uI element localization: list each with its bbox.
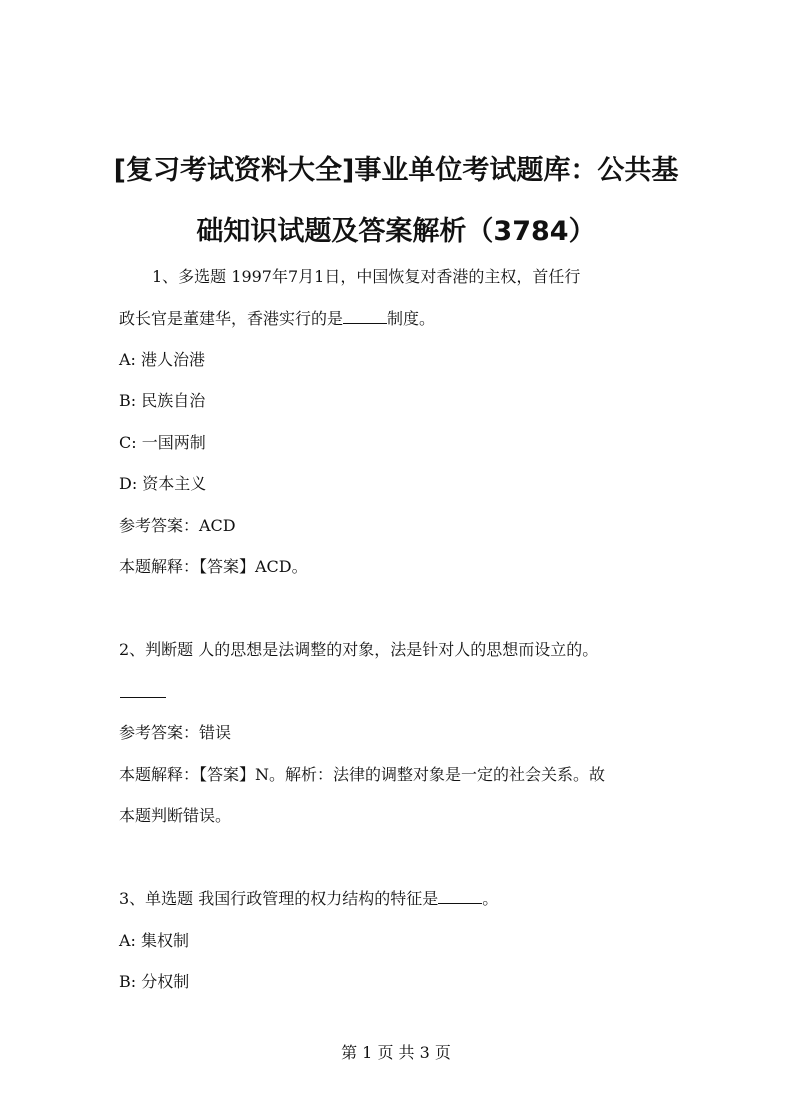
q2-explanation-line-1: 本题解释：【答案】N。解析：法律的调整对象是一定的社会关系。故 [119, 765, 606, 784]
q1-option-a: A: 港人治港 [119, 350, 206, 369]
q1-stem-line-1: 1、多选题 1997年7月1日，中国恢复对香港的主权，首任行 [152, 267, 581, 286]
document-title-line-1: [复习考试资料大全]事业单位考试题库：公共基 [113, 155, 679, 186]
q2-answer: 参考答案：错误 [119, 723, 232, 742]
q3-stem-text: 3、单选题 我国行政管理的权力结构的特征是 [119, 889, 439, 908]
answer-blank [438, 889, 482, 904]
q3-option-a: A: 集权制 [119, 931, 190, 950]
q2-explanation-line-2: 本题判断错误。 [119, 806, 232, 825]
page-number: 第 1 页 共 3 页 [341, 1043, 451, 1062]
q2-stem: 2、判断题 人的思想是法调整的对象，法是针对人的思想而设立的。 [119, 640, 599, 659]
q1-option-b: B: 民族自治 [119, 391, 206, 410]
q1-answer: 参考答案：ACD [119, 516, 236, 535]
q3-stem [119, 888, 498, 910]
q3-option-b: B: 分权制 [119, 972, 190, 991]
q3-stem-text-end: 。 [482, 889, 499, 908]
q1-stem-text: 政长官是董建华，香港实行的是 [119, 309, 344, 328]
document-title-line-2: 础知识试题及答案解析（3784） [196, 216, 596, 247]
answer-blank [120, 697, 166, 698]
q1-stem-text-end: 制度。 [387, 309, 436, 328]
q1-explanation: 本题解释：【答案】ACD。 [119, 557, 308, 576]
answer-blank [343, 309, 387, 324]
q1-option-c: C: 一国两制 [119, 433, 206, 452]
q1-stem-line-2 [119, 308, 435, 330]
q1-option-d: D: 资本主义 [119, 474, 207, 493]
